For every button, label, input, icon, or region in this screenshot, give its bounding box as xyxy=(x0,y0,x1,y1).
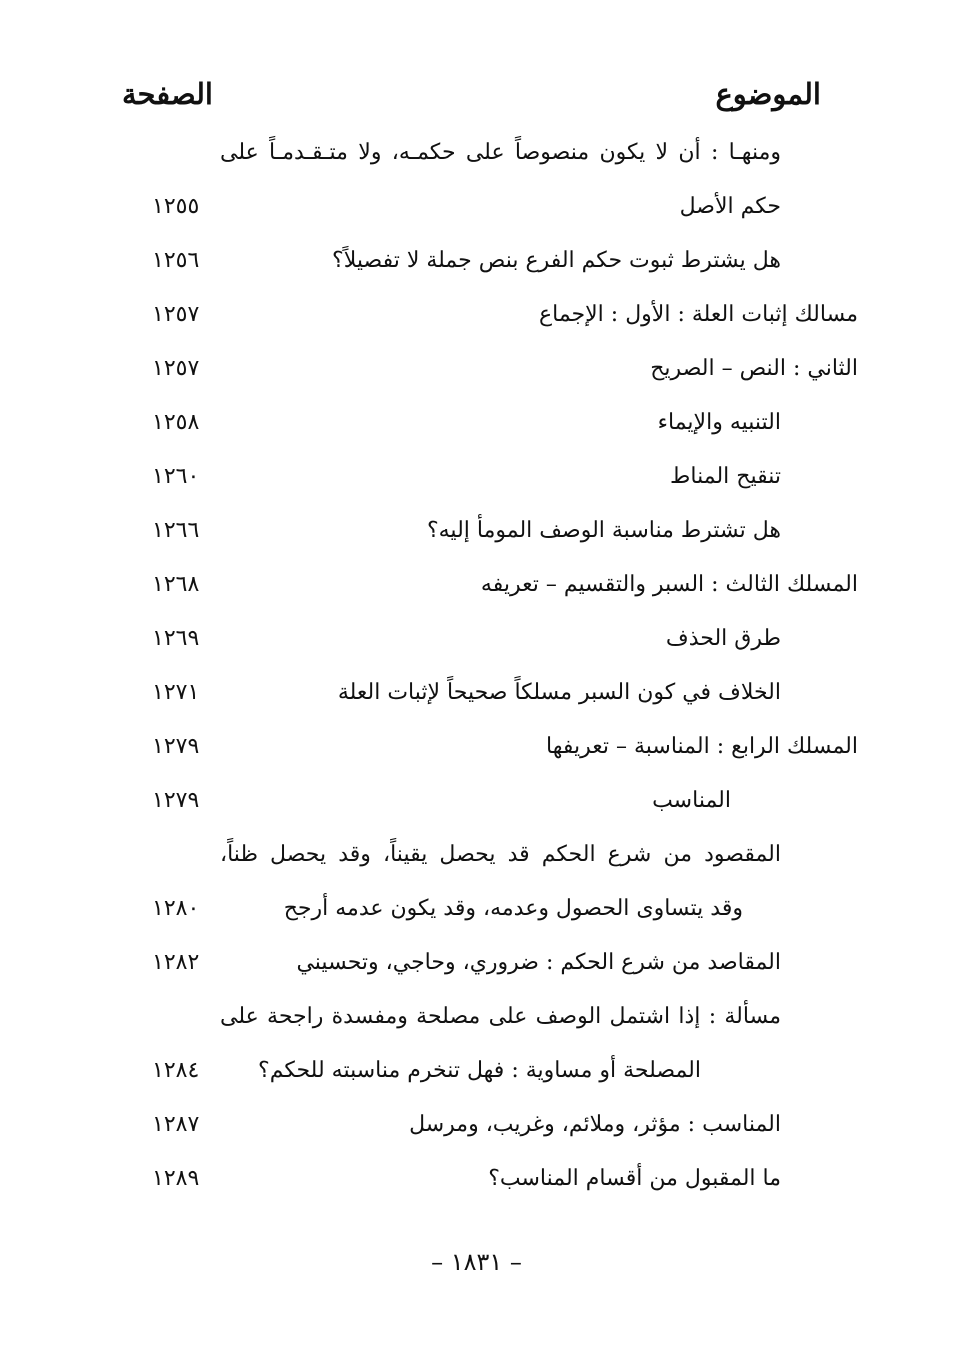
toc-entry-text: الثاني : النص – الصريح xyxy=(650,356,858,381)
toc-entry-text: المناسب xyxy=(652,788,731,813)
toc-entry xyxy=(0,1157,953,1201)
toc-entry-page: ١٢٧٩ xyxy=(152,788,200,813)
toc-entry-text: هل يشترط ثبوت حكم الفرع بنص جملة لا تفصيلاً؟ xyxy=(332,248,781,273)
toc-entry-page: ١٢٧٩ xyxy=(152,734,200,759)
toc-entry-text: الخلاف في كون السبر مسلكاً صحيحاً لإثبات العلة xyxy=(337,680,781,705)
toc-entry-page: ١٢٦٦ xyxy=(152,518,200,543)
toc-entry xyxy=(0,671,953,715)
toc-entry xyxy=(0,617,953,661)
toc-entry-text: وقد يتساوى الحصول وعدمه، وقد يكون عدمه أرجح xyxy=(283,896,743,921)
toc-entry-text: المقاصد من شرع الحكم : ضروري، وحاجي، وتحسيني xyxy=(296,950,781,975)
toc-entry-page: ١٢٥٧ xyxy=(152,302,200,327)
toc-entry-text: مسالك إثبات العلة : الأول : الإجماع xyxy=(538,302,858,327)
toc-entry-page: ١٢٨٧ xyxy=(152,1112,200,1137)
toc-entry xyxy=(0,509,953,553)
toc-entry-page: ١٢٦٠ xyxy=(152,464,200,489)
toc-entry-page: ١٢٨٤ xyxy=(152,1058,200,1083)
toc-entry-page: ١٢٦٩ xyxy=(152,626,200,651)
toc-entry-page: ١٢٥٧ xyxy=(152,356,200,381)
toc-entry xyxy=(0,239,953,283)
toc-entry-page: ١٢٥٨ xyxy=(152,410,200,435)
toc-entry-page: ١٢٥٥ xyxy=(152,194,200,219)
toc-entry-text: التنبيه والإيماء xyxy=(657,410,781,435)
toc-entry xyxy=(0,131,953,175)
toc-entry xyxy=(0,401,953,445)
toc-entry-page: ١٢٨٢ xyxy=(152,950,200,975)
toc-entry-text: المصلحة أو مساوية : فهل تنخرم مناسبته للحكم؟ xyxy=(258,1058,701,1083)
toc-entry-page: ١٢٥٦ xyxy=(152,248,200,273)
toc-entry-page: ١٢٨٩ xyxy=(152,1166,200,1191)
page-column-header: الصفحة xyxy=(122,77,213,111)
toc-entry xyxy=(0,185,953,229)
toc-entry xyxy=(0,1103,953,1147)
toc-entry-text: هل تشترط مناسبة الوصف المومأ إليه؟ xyxy=(426,518,781,543)
toc-entry-text: المناسب : مؤثر، وملائم، وغريب، ومرسل xyxy=(409,1112,781,1137)
toc-entry xyxy=(0,1049,953,1093)
toc-entry xyxy=(0,941,953,985)
toc-entry-text: ومنهـا : أن لا يكون منصوصاً على حكمـه، ولا متـقـدمـاً على xyxy=(220,140,781,165)
toc-entry xyxy=(0,833,953,877)
toc-entry xyxy=(0,887,953,931)
toc-entry xyxy=(0,563,953,607)
toc-entry-text: المسلك الرابع : المناسبة – تعريفها xyxy=(546,734,858,759)
toc-entry xyxy=(0,455,953,499)
toc-entry-page: ١٢٧١ xyxy=(152,680,200,705)
toc-entry-text: المسلك الثالث : السبر والتقسيم – تعريفه xyxy=(480,572,858,597)
toc-entry xyxy=(0,293,953,337)
toc-entry-text: المقصود من شرع الحكم قد يحصل يقيناً، وقد يحصل ظناً، xyxy=(220,842,781,867)
toc-entry-text: مسألة : إذا اشتمل الوصف على مصلحة ومفسدة راجحة على xyxy=(220,1004,781,1029)
topic-column-header: الموضوع xyxy=(715,77,821,111)
page-number-footer: – ١٨٣١ – xyxy=(431,1248,522,1276)
toc-entry xyxy=(0,779,953,823)
toc-entry xyxy=(0,347,953,391)
toc-entry-page: ١٢٦٨ xyxy=(152,572,200,597)
toc-entry-text: طرق الحذف xyxy=(665,626,781,651)
toc-entry-text: حكم الأصل xyxy=(679,194,781,219)
toc-entry xyxy=(0,725,953,769)
toc-entry xyxy=(0,995,953,1039)
toc-entry-text: ما المقبول من أقسام المناسب؟ xyxy=(488,1166,781,1191)
toc-entry-text: تنقيح المناط xyxy=(670,464,781,489)
toc-entry-page: ١٢٨٠ xyxy=(152,896,200,921)
